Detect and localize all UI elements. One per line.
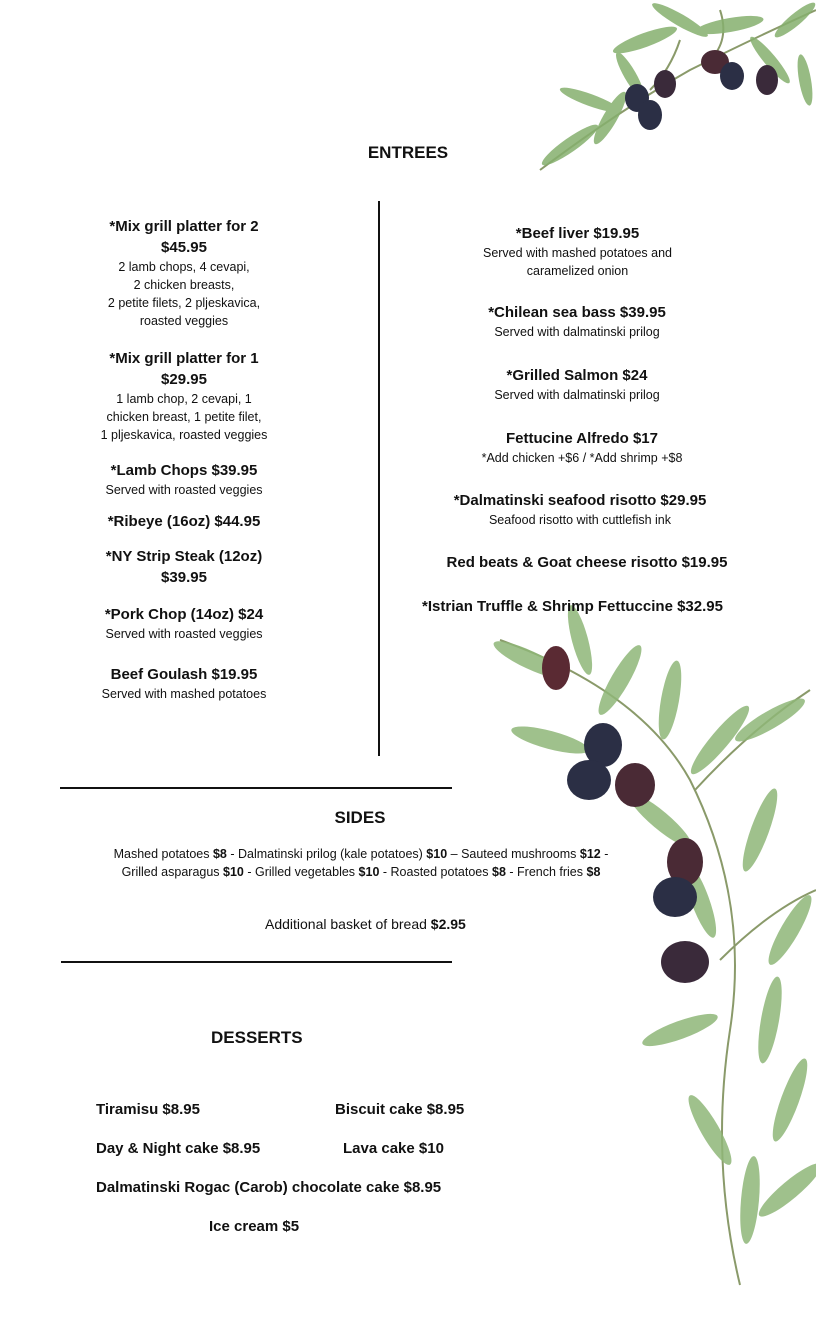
menu-item: Beef Goulash $19.95 Served with mashed potatoes bbox=[101, 666, 267, 701]
dessert-item: Lava cake $10 bbox=[343, 1140, 444, 1157]
menu-item: *Lamb Chops $39.95 Served with roasted veggies bbox=[105, 462, 263, 497]
entrees-right-column bbox=[420, 223, 760, 617]
menu-item: *Mix grill platter for 2 $45.95 2 lamb chops, 4 cevapi, 2 chicken breasts, 2 petite filets, 2 pljeskavica, roasted veggies bbox=[107, 218, 261, 328]
sides-list: Mashed potatoes $8 - Dalmatinski prilog (kale potatoes) $10 – Sauteed mushrooms $12 - Grilled asparagus $10 - Grilled vegetables $10 - Roasted potatoes $8 - French fries $8 bbox=[113, 847, 609, 879]
dessert-item: Tiramisu $8.95 bbox=[96, 1101, 200, 1118]
menu-item: Red beats & Goat cheese risotto $19.95 bbox=[446, 554, 728, 571]
menu-item: *Pork Chop (14oz) $24 Served with roasted veggies bbox=[104, 606, 264, 641]
dessert-item: Dalmatinski Rogac (Carob) chocolate cake $8.95 bbox=[96, 1179, 442, 1196]
dessert-item: Biscuit cake $8.95 bbox=[335, 1101, 465, 1118]
column-divider bbox=[378, 201, 380, 756]
dessert-item: Day & Night cake $8.95 bbox=[96, 1140, 261, 1157]
menu-item: *Grilled Salmon $24 Served with dalmatinski prilog bbox=[494, 367, 660, 402]
divider-line bbox=[60, 787, 452, 789]
menu-item: *Ribeye (16oz) $44.95 bbox=[107, 513, 261, 530]
menu-item: *Istrian Truffle & Shrimp Fettuccine $32.95 bbox=[422, 598, 723, 615]
dessert-item: Ice cream $5 bbox=[209, 1218, 300, 1235]
olive-branch-side-icon bbox=[470, 600, 816, 1290]
entrees-title: ENTREES bbox=[367, 143, 449, 162]
olive-branch-top-icon bbox=[530, 0, 816, 180]
divider-line bbox=[61, 961, 452, 963]
bread-line: Additional basket of bread $2.95 bbox=[265, 916, 466, 932]
sides-title: SIDES bbox=[334, 808, 386, 827]
menu-item: *Beef liver $19.95 Served with mashed potatoes and caramelized onion bbox=[482, 225, 672, 278]
menu-item: *Dalmatinski seafood risotto $29.95 Seafood risotto with cuttlefish ink bbox=[453, 492, 707, 527]
menu-item: Fettucine Alfredo $17 *Add chicken +$6 / *Add shrimp +$8 bbox=[481, 430, 683, 465]
entrees-left-column bbox=[84, 216, 284, 703]
menu-item: *Mix grill platter for 1 $29.95 1 lamb chop, 2 cevapi, 1 chicken breast, 1 petite filet, 1 pljeskavica, roasted veggies bbox=[100, 350, 268, 442]
desserts-title: DESSERTS bbox=[211, 1028, 303, 1047]
menu-item: *NY Strip Steak (12oz) $39.95 bbox=[105, 548, 263, 586]
menu-item: *Chilean sea bass $39.95 Served with dalmatinski prilog bbox=[488, 304, 666, 339]
